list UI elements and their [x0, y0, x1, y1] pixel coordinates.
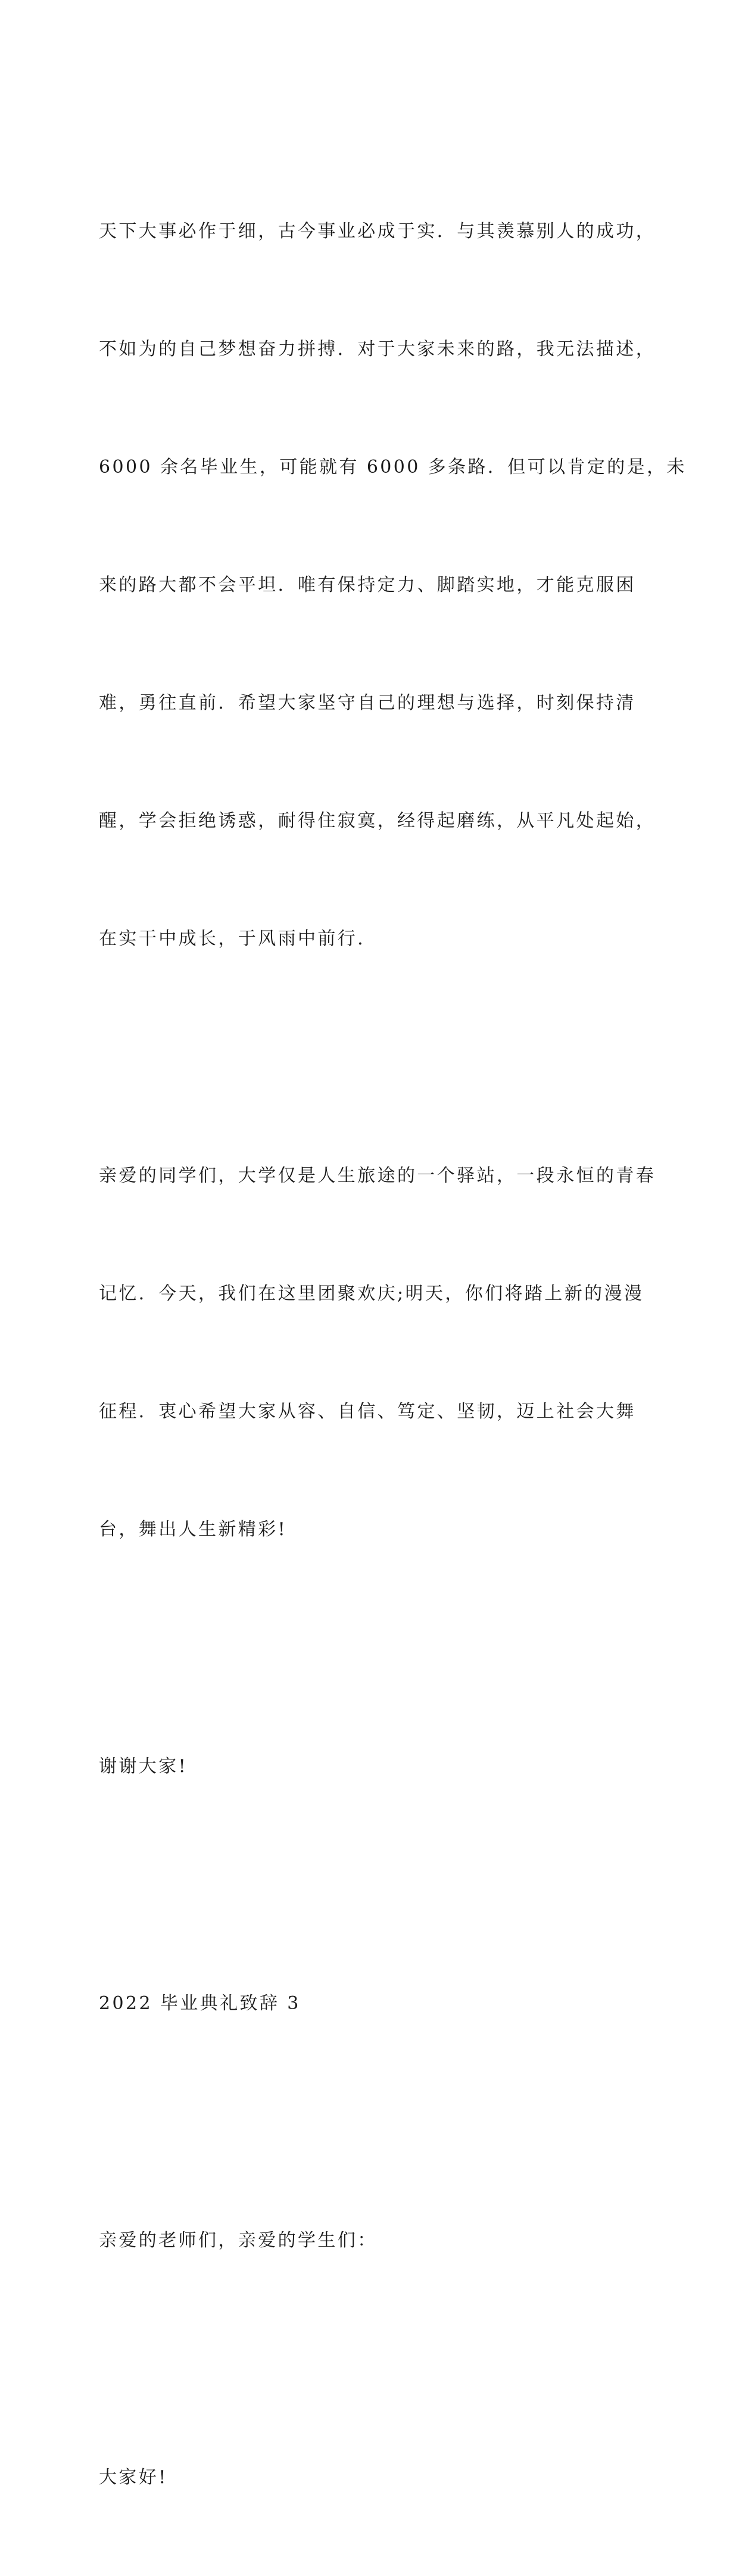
text-line: 在实干中成长，于风雨中前行．: [99, 928, 378, 949]
paragraph-thanks: [99, 1669, 653, 1865]
text-line: 征程．衷心希望大家从容、自信、笃定、坚韧，迈上社会大舞: [99, 1401, 636, 1422]
text-line: 台，舞出人生新精彩!: [99, 1519, 288, 1540]
paragraph-body-1: [99, 133, 687, 1037]
section-heading: [99, 1906, 653, 2102]
text-line: 天下大事必作于细，古今事业必成于实．与其羡慕别人的成功，: [99, 221, 656, 242]
paragraph-gap: [99, 1628, 653, 1669]
paragraph-gap: [99, 2339, 653, 2379]
text-line: 谢谢大家!: [99, 1756, 188, 1777]
text-line: 亲爱的老师们，亲爱的学生们：: [99, 2230, 378, 2251]
text-line: 来的路大都不会平坦．唯有保持定力、脚踏实地，才能克服困: [99, 575, 636, 595]
text-line: 醒，学会拒绝诱惑，耐得住寂寞，经得起磨练，从平凡处起始，: [99, 810, 656, 831]
paragraph-gap: [99, 1865, 653, 1906]
text-line: 记忆．今天，我们在这里团聚欢庆;明天，你们将踏上新的漫漫: [99, 1283, 644, 1304]
paragraph-gap: [99, 2102, 653, 2142]
paragraph-gap: [99, 1037, 653, 1078]
text-line: 大家好!: [99, 2467, 168, 2488]
text-line: 难，勇往直前．希望大家坚守自己的理想与选择，时刻保持清: [99, 693, 636, 713]
paragraph-greeting: [99, 2379, 653, 2576]
text-line: 6000 余名毕业生，可能就有 6000 多条路．但可以肯定的是，未: [99, 457, 687, 478]
text-line: 不如为的自己梦想奋力拼搏．对于大家未来的路，我无法描述，: [99, 339, 656, 360]
text-line: 亲爱的同学们，大学仅是人生旅途的一个驿站，一段永恒的青春: [99, 1165, 656, 1186]
paragraph-body-2: [99, 1078, 656, 1628]
paragraph-salutation: [99, 2142, 653, 2339]
text-line: 2022 毕业典礼致辞 3: [99, 1993, 301, 2014]
document-body: [99, 133, 687, 2576]
